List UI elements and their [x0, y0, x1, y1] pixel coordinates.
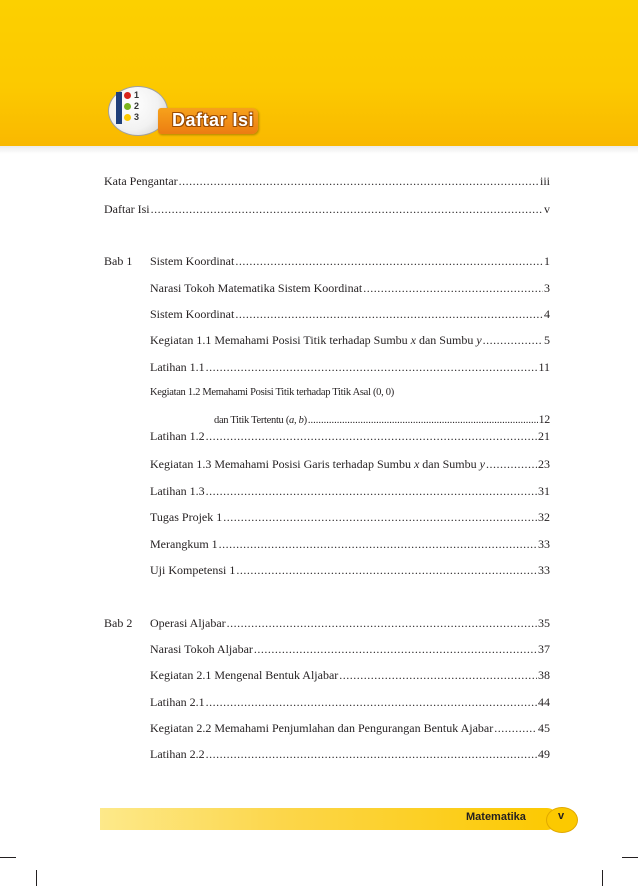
leader-dots	[206, 358, 538, 376]
toc-page: 49	[538, 747, 550, 761]
leader-dots	[206, 482, 537, 500]
badge-bar-icon	[116, 92, 122, 124]
leader-dots	[223, 508, 537, 526]
toc-entry[interactable]	[150, 508, 550, 526]
crop-mark	[36, 870, 37, 886]
toc-page: 4	[544, 307, 550, 321]
crop-mark	[622, 857, 638, 858]
chapter-number: Bab 2	[104, 616, 133, 630]
crop-mark	[602, 870, 603, 886]
badge-number-2: 2	[134, 101, 140, 111]
toc-entry[interactable]	[104, 200, 550, 218]
toc-label: Kegiatan 2.1 Mengenal Bentuk Aljabar	[150, 668, 339, 682]
toc-page: 32	[538, 510, 550, 524]
toc-page: 33	[538, 563, 550, 577]
toc-page: 31	[538, 484, 550, 498]
toc-label: Tugas Projek 1	[150, 510, 223, 524]
toc-entry[interactable]	[150, 666, 550, 684]
toc-page: 11	[538, 360, 550, 374]
toc-entry[interactable]	[150, 358, 550, 376]
yellow-dot-icon	[124, 114, 131, 121]
toc-entry[interactable]	[150, 279, 550, 297]
toc-label: Kegiatan 1.3 Memahami Posisi Garis terhadap Sumbu x dan Sumbu y	[150, 457, 485, 471]
leader-dots	[363, 279, 543, 297]
toc-page: 12	[538, 412, 550, 426]
toc-label: Latihan 1.3	[150, 484, 205, 498]
leader-dots	[235, 305, 543, 323]
toc-page: 38	[538, 668, 550, 682]
toc-entry[interactable]	[150, 455, 550, 473]
toc-entry[interactable]	[150, 252, 550, 270]
toc-label: Daftar Isi	[104, 202, 150, 216]
toc-entry[interactable]	[150, 719, 550, 737]
red-dot-icon	[124, 92, 131, 99]
crop-mark	[0, 857, 16, 858]
toc-page: v	[544, 202, 550, 216]
leader-dots	[486, 455, 537, 473]
toc-entry[interactable]	[214, 410, 550, 428]
toc-label: Kegiatan 1.1 Memahami Posisi Titik terhadap Sumbu x dan Sumbu y	[150, 333, 482, 347]
toc-label: Sistem Koordinat	[150, 307, 235, 321]
toc-entry[interactable]	[150, 614, 550, 632]
page-number: v	[557, 810, 565, 822]
toc-entry[interactable]	[104, 172, 550, 190]
toc-page: 44	[538, 695, 550, 709]
toc-label: Kegiatan 2.2 Memahami Penjumlahan dan Pengurangan Bentuk Ajabar	[150, 721, 494, 735]
leader-dots	[227, 614, 537, 632]
toc-label: dan Titik Tertentu (a, b)	[214, 415, 307, 426]
leader-dots	[206, 693, 537, 711]
toc-label: Latihan 1.1	[150, 360, 205, 374]
toc-entry[interactable]	[150, 535, 550, 553]
badge-number-1: 1	[134, 90, 140, 100]
leader-dots	[494, 719, 537, 737]
toc-entry[interactable]	[150, 305, 550, 323]
toc-label: Uji Kompetensi 1	[150, 563, 236, 577]
page-title: Daftar Isi	[172, 110, 255, 130]
toc-label: Kata Pengantar	[104, 174, 178, 188]
toc-label: Narasi Tokoh Aljabar	[150, 642, 253, 656]
leader-dots	[235, 252, 543, 270]
toc-label[interactable]: Kegiatan 1.2 Memahami Posisi Titik terhadap Titik Asal (0, 0)	[150, 387, 394, 398]
toc-page: 5	[544, 333, 550, 347]
chapter-number: Bab 1	[104, 254, 133, 268]
toc-entry[interactable]	[150, 427, 550, 445]
toc-label: Latihan 2.1	[150, 695, 205, 709]
leader-dots	[483, 331, 543, 349]
toc-page: 1	[544, 254, 550, 268]
toc-entry[interactable]	[150, 693, 550, 711]
leader-dots	[339, 666, 537, 684]
toc-page: 3	[544, 281, 550, 295]
toc-label: Latihan 1.2	[150, 429, 205, 443]
toc-entry[interactable]	[150, 561, 550, 579]
footer-subject: Matematika	[466, 811, 526, 823]
leader-dots	[206, 427, 537, 445]
toc-page: 21	[538, 429, 550, 443]
toc-entry[interactable]	[150, 482, 550, 500]
toc-label: Operasi Aljabar	[150, 616, 226, 630]
badge-number-3: 3	[134, 112, 140, 122]
toc-entry[interactable]	[150, 331, 550, 349]
toc-page: 33	[538, 537, 550, 551]
toc-label: Merangkum 1	[150, 537, 218, 551]
leader-dots	[151, 200, 543, 218]
leader-dots	[254, 640, 537, 658]
toc-entry[interactable]	[150, 745, 550, 763]
header-band	[0, 0, 638, 146]
leader-dots	[236, 561, 537, 579]
leader-dots	[206, 745, 537, 763]
leader-dots	[179, 172, 539, 190]
toc-page: iii	[539, 174, 550, 188]
toc-page: 35	[538, 616, 550, 630]
toc-label: Latihan 2.2	[150, 747, 205, 761]
toc-entry[interactable]	[150, 640, 550, 658]
leader-dots	[219, 535, 537, 553]
toc-label: Sistem Koordinat	[150, 254, 235, 268]
toc-page: 45	[538, 721, 550, 735]
green-dot-icon	[124, 103, 131, 110]
toc-label: Narasi Tokoh Matematika Sistem Koordinat	[150, 281, 363, 295]
toc-page: 37	[538, 642, 550, 656]
toc-page: 23	[538, 457, 550, 471]
